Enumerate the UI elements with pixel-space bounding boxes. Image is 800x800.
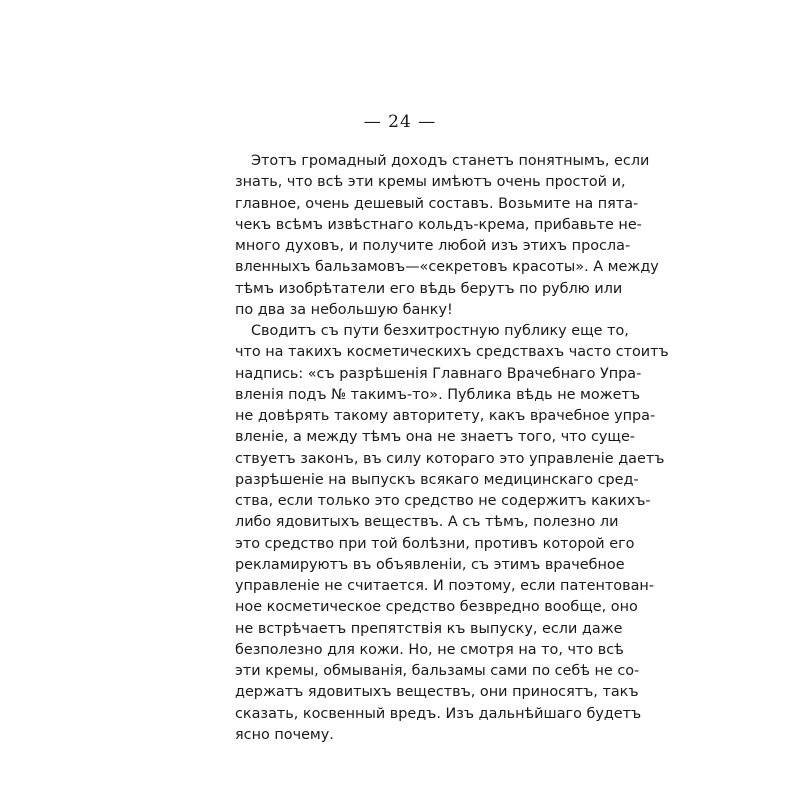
text-line: держатъ ядовитыхъ веществъ, они приносятъ, такъ	[235, 684, 639, 701]
text-line: вленіе, а между тѣмъ она не знаетъ того, что суще-	[235, 429, 635, 446]
text-line: вленныхъ бальзамовъ—«секретовъ красоты». А между	[235, 259, 659, 276]
text-line: разрѣшеніе на выпускъ всякаго медицинскаго сред-	[235, 471, 639, 488]
text-line: ясно почему.	[235, 726, 334, 743]
text-line: ства, если только это средство не содержитъ какихъ-	[235, 493, 651, 509]
text-line: вленія подъ № такимъ-то». Публика вѣдь не можетъ	[235, 386, 641, 403]
text-line: много духовъ, и получите любой изъ этихъ просла-	[235, 238, 631, 254]
text-line: знать, что всѣ эти кремы имѣютъ очень простой и,	[235, 174, 626, 191]
body-text	[235, 151, 669, 746]
text-line: это средство при той болѣзни, противъ которой его	[235, 535, 635, 552]
text-line: чекъ всѣмъ извѣстнаго кольдъ-крема, прибавьте не-	[235, 216, 642, 233]
text-line: Сводитъ съ пути безхитростную публику еще то,	[251, 323, 629, 339]
text-line: рекламируютъ въ объявленіи, съ этимъ врачебное	[235, 556, 625, 573]
text-line: что на такихъ косметическихъ средствахъ часто стоитъ	[235, 344, 669, 361]
text-line: Этотъ громадный доходъ станетъ понятнымъ, если	[251, 153, 650, 169]
text-line: не встрѣчаетъ препятствія къ выпуску, если даже	[235, 620, 623, 637]
text-line: либо ядовитыхъ веществъ. А съ тѣмъ, полезно ли	[235, 514, 619, 531]
text-line: ствуетъ законъ, въ силу котораго это управленіе даетъ	[235, 450, 665, 467]
text-line: сказать, косвенный вредъ. Изъ дальнѣйшаго будетъ	[235, 705, 642, 722]
text-line: надпись: «съ разрѣшенія Главнаго Врачебнаго Упра-	[235, 365, 642, 382]
text-line: тѣмъ изобрѣтатели его вѣдь берутъ по рублю или	[235, 280, 623, 297]
text-line: безполезно для кожи. Но, не смотря на то, что всѣ	[235, 641, 624, 658]
text-line: управленіе не считается. И поэтому, если патентован-	[235, 578, 655, 594]
text-line: главное, очень дешевый составъ. Возьмите на пята-	[235, 195, 639, 212]
text-line: по два за небольшую банку!	[235, 301, 453, 318]
text-line: эти кремы, обмыванія, бальзамы сами по себѣ не со-	[235, 663, 640, 679]
page-number: — 24 —	[363, 112, 437, 132]
text-line: ное косметическое средство безвредно вообще, оно	[235, 599, 638, 616]
text-line: не довѣрять такому авторитету, какъ врачебное упра-	[235, 408, 656, 424]
